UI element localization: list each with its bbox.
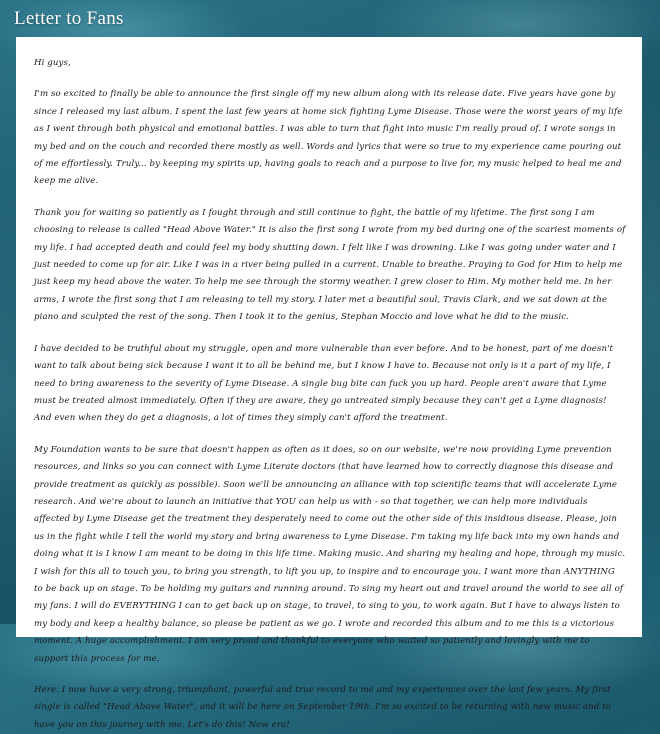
letter-paragraph-2: Thank you for waiting so patiently as I fought through and still continue to fight, the battle of my lifetime. The first song I am choosing to release is called "Head Above Water." It is also the first song I wrote from my bed during one of the scariest moments of my life. I had accepted death and could feel my body shutting down. I felt like I was drowning. Like I was going under water and I just needed to come up for air. Like I was in a river being pulled in a current. Unable to breathe. Praying to God for Him to help me just keep my head above the water. To help me see through the stormy weather. I grew closer to Him. My mother held me. In her arms, I wrote the first song that I am releasing to tell my story. I later met a beautiful soul, Travis Clark, and we sat down at the piano and sculpted the rest of the song. Then I took it to the genius, Stephan Moccio and love what he did to the music. [34, 207, 626, 323]
page-title: Letter to Fans [14, 8, 124, 29]
letter-card [16, 37, 642, 730]
letter-paragraph-3: I have decided to be truthful about my struggle, open and more vulnerable than ever before. And to be honest, part of me doesn't want to talk about being sick because I want it to all be behind me, but I know I have to. Because not only is it a part of my life, I need to bring awareness to the severity of Lyme Disease. A single bug bite can fuck you up hard. People aren't aware that Lyme must be treated almost immediately. Often if they are aware, they go untreated simply because they can't get a Lyme diagnosis! And even when they do get a diagnosis, a lot of times they simply can't afford the treatment. [34, 343, 614, 424]
letter-paragraph-4: My Foundation wants to be sure that doesn't happen as often as it does, so on our website, we're now providing Lyme prevention resources, and links so you can connect with Lyme Literate doctors (that have learned how to correctly diagnose this disease and provide treatment as quickly as possible). Soon we'll be announcing an alliance with top scientific teams that will accelerate Lyme research. And we're about to launch an initiative that YOU can help us with - so that together, we can help more individuals affected by Lyme Disease get the treatment they desperately need to come out the other side of this insidious disease. Please, join us in the fight while I tell the world my story and bring awareness to Lyme Disease. I'm taking my life back into my own hands and doing what it is I know I am meant to be doing in this life time. Making music. And sharing my healing and hope, through my music. I wish for this all to touch you, to bring you strength, to lift you up, to inspire and to encourage you. I want more than ANYTHING to be back up on stage. To be holding my guitars and running around. To sing my heart out and travel around the world to see all of my fans. I will do EVERYTHING I can to get back up on stage, to travel, to sing to you, to work again. But I have to always listen to my body and keep a healthy balance, so please be patient as we go. I wrote and recorded this album and to me this is a victorious moment. A huge accomplishment. I am very proud and thankful to everyone who waited so patiently and lovingly with me to support this process for me. [34, 444, 626, 664]
letter-greeting: Hi guys, [34, 58, 71, 68]
letter-paragraph-1: I'm so excited to finally be able to announce the first single off my new album along with its release date. Five years have gone by since I released my last album. I spent the last few years at home sick fighting Lyme Disease. Those were the worst years of my life as I went through both physical and emotional battles. I was able to turn that fight into music I'm really proud of. I wrote songs in my bed and on the couch and recorded there mostly as well. Words and lyrics that were so true to my experience came pouring out of me effortlessly. Truly... by keeping my spirits up, having goals to reach and a purpose to live for, my music helped to heal me and keep me alive. [34, 89, 623, 187]
letter-paragraph-5: Here. I now have a very strong, triumphant, powerful and true record to me and my experiences over the last few years. My first single is called "Head Above Water", and it will be here on September 19th. I'm so excited to be returning with new music and to have you on this journey with me. Let's do this! New era! [34, 685, 612, 730]
